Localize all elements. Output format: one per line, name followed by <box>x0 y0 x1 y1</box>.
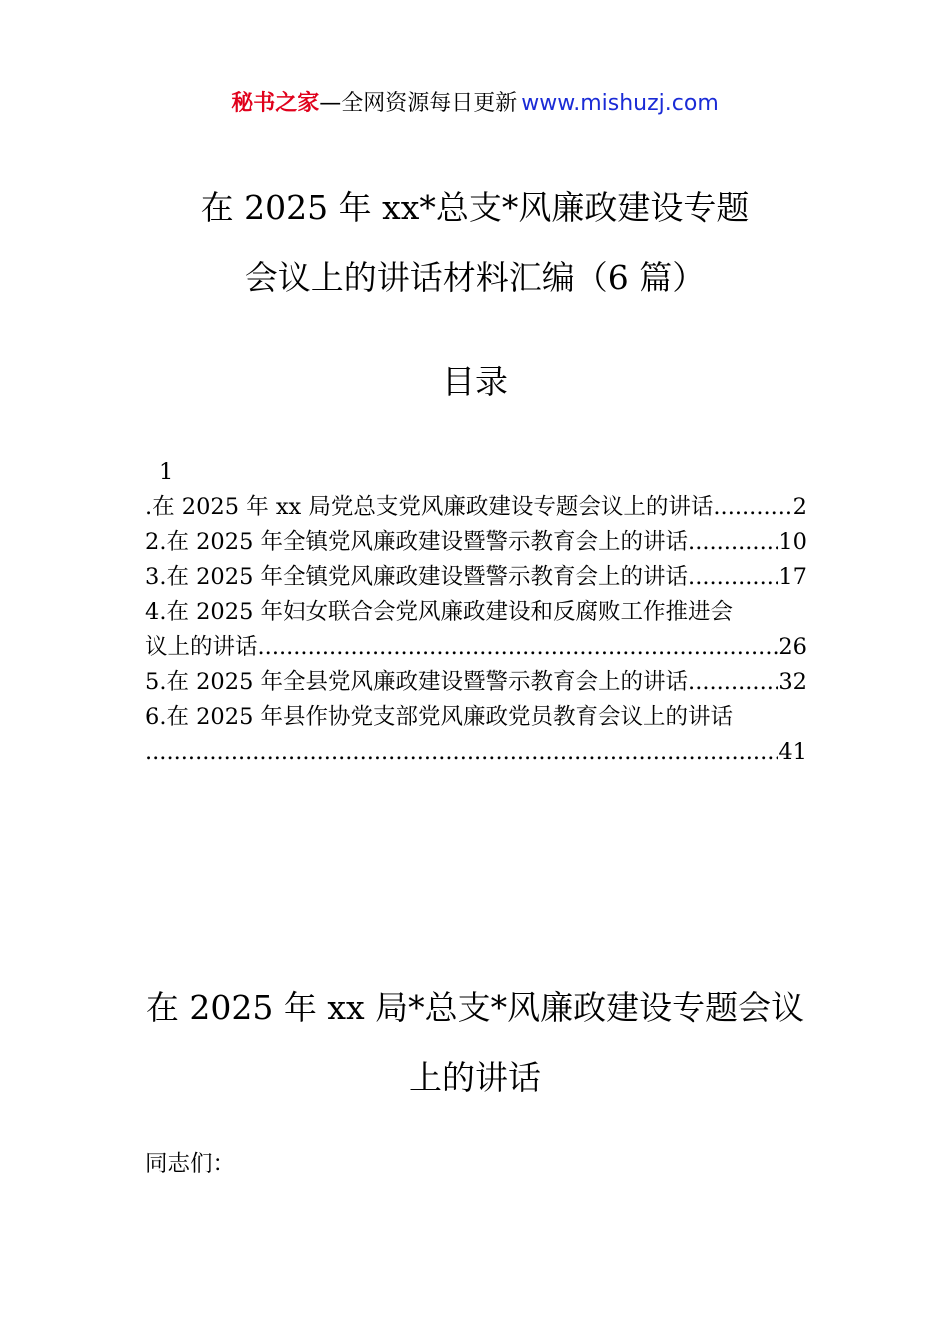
toc-entry-text: 5.在 2025 年全县党风廉政建设暨警示教育会上的讲话 <box>145 669 689 695</box>
toc-entry-2[interactable] <box>145 525 807 560</box>
table-of-contents <box>145 455 807 770</box>
toc-entry-text: .在 2025 年 xx 局党总支党风廉政建设专题会议上的讲话 <box>145 494 714 520</box>
document-title-line-2: 会议上的讲话材料汇编（6 篇） <box>244 258 706 297</box>
toc-entry-1[interactable] <box>145 490 807 525</box>
toc-leader-dots <box>688 525 778 560</box>
toc-entry-1-number[interactable] <box>145 455 807 490</box>
toc-page-number: 32 <box>778 669 807 695</box>
toc-entry-4-line-1[interactable] <box>145 595 807 630</box>
toc-entry-6-line-2[interactable] <box>145 735 807 770</box>
toc-entry-6-line-1[interactable] <box>145 700 807 735</box>
brand-name: 秘书之家 <box>231 91 320 116</box>
toc-heading: 目录 <box>442 362 508 401</box>
toc-leader-dots <box>145 735 778 770</box>
document-title-line-1: 在 2025 年 xx*总支*风廉政建设专题 <box>200 188 750 227</box>
toc-page-number: 17 <box>778 564 807 590</box>
toc-page-number: 2 <box>792 494 807 520</box>
toc-entry-text: 6.在 2025 年县作协党支部党风廉政党员教育会议上的讲话 <box>145 704 734 730</box>
toc-leader-dots <box>258 630 779 665</box>
toc-entry-3[interactable] <box>145 560 807 595</box>
toc-entry-text: 1 <box>159 459 174 485</box>
toc-page-number: 26 <box>778 634 807 660</box>
toc-leader-dots <box>688 560 778 595</box>
toc-leader-dots <box>688 665 778 700</box>
salutation: 同志们： <box>145 1151 236 1177</box>
toc-entry-text: 2.在 2025 年全镇党风廉政建设暨警示教育会上的讲话 <box>145 529 689 555</box>
toc-entry-text: 3.在 2025 年全镇党风廉政建设暨警示教育会上的讲话 <box>145 564 689 590</box>
site-header <box>0 86 950 122</box>
toc-page-number: 10 <box>778 529 807 555</box>
section-title-line-2: 上的讲话 <box>409 1058 541 1097</box>
toc-entry-4-line-2[interactable] <box>145 630 807 665</box>
toc-leader-dots <box>713 490 792 525</box>
site-url-link[interactable]: www.mishuzj.com <box>521 91 719 116</box>
toc-entry-5[interactable] <box>145 665 807 700</box>
toc-page-number: 41 <box>778 739 807 765</box>
section-title-line-1: 在 2025 年 xx 局*总支*风廉政建设专题会议 <box>145 988 805 1027</box>
toc-entry-text: 议上的讲话 <box>145 634 258 660</box>
header-tagline: —全网资源每日更新 <box>319 91 518 116</box>
toc-entry-text: 4.在 2025 年妇女联合会党风廉政建设和反腐败工作推进会 <box>145 599 734 625</box>
